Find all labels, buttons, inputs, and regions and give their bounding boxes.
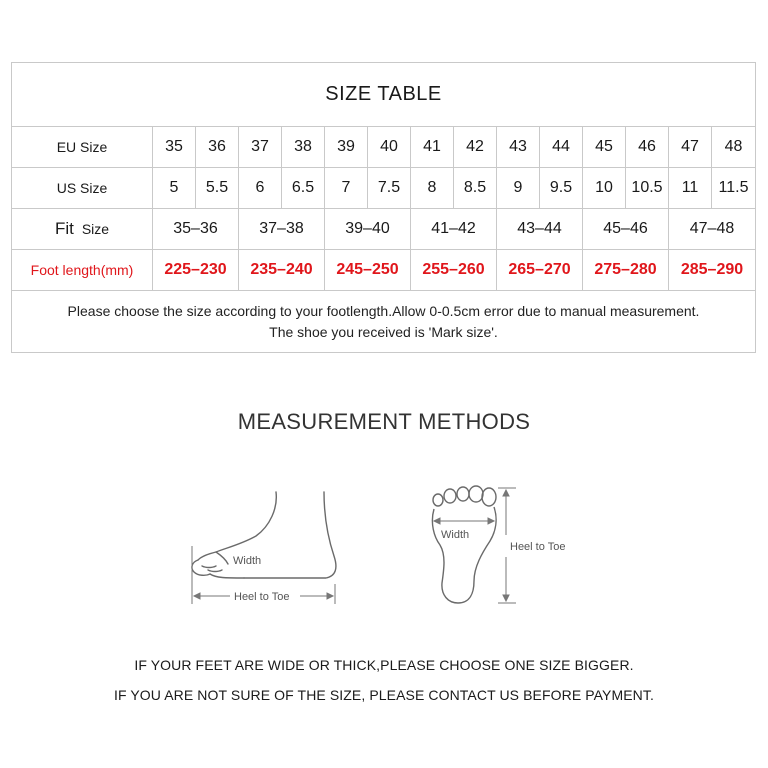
eu-size-label: EU Size <box>12 127 153 168</box>
us-size-cell: 7 <box>325 168 368 209</box>
eu-size-cell: 42 <box>454 127 497 168</box>
fit-size-cell: 35–36 <box>153 209 239 250</box>
foot-length-cell: 235–240 <box>239 250 325 291</box>
side-foot-illustration <box>186 486 342 608</box>
eu-size-cell: 44 <box>540 127 583 168</box>
table-title: SIZE TABLE <box>12 63 755 127</box>
us-size-cell: 10 <box>583 168 626 209</box>
eu-size-cell: 39 <box>325 127 368 168</box>
us-size-cell: 10.5 <box>626 168 669 209</box>
eu-size-cell: 35 <box>153 127 196 168</box>
top-foot-icon <box>426 483 586 609</box>
eu-size-cell: 41 <box>411 127 454 168</box>
us-size-cell: 5 <box>153 168 196 209</box>
foot-length-cell: 255–260 <box>411 250 497 291</box>
side-width-label: Width <box>233 555 262 567</box>
size-note <box>12 291 755 352</box>
us-size-cell: 9.5 <box>540 168 583 209</box>
eu-size-cell: 38 <box>282 127 325 168</box>
us-size-cell: 9 <box>497 168 540 209</box>
fit-size-cell: 39–40 <box>325 209 411 250</box>
top-length-label: Heel to Toe <box>510 541 566 553</box>
foot-length-cell: 245–250 <box>325 250 411 291</box>
us-size-cell: 8 <box>411 168 454 209</box>
us-size-label: US Size <box>12 168 153 209</box>
eu-size-cell: 46 <box>626 127 669 168</box>
foot-length-cell: 285–290 <box>669 250 755 291</box>
size-grid <box>12 127 755 291</box>
measurement-title: MEASUREMENT METHODS <box>237 409 531 434</box>
top-foot-illustration <box>426 483 586 609</box>
foot-length-cell: 225–230 <box>153 250 239 291</box>
size-table <box>11 62 756 353</box>
eu-size-cell: 43 <box>497 127 540 168</box>
top-width-label: Width <box>441 529 470 541</box>
eu-size-cell: 48 <box>712 127 755 168</box>
us-size-cell: 8.5 <box>454 168 497 209</box>
advice-line-1: IF YOUR FEET ARE WIDE OR THICK,PLEASE CHOOSE ONE SIZE BIGGER. <box>134 657 634 673</box>
fit-size-cell: 45–46 <box>583 209 669 250</box>
eu-size-cell: 45 <box>583 127 626 168</box>
us-size-cell: 11 <box>669 168 712 209</box>
fit-label-big: Fit <box>54 219 74 238</box>
eu-size-cell: 40 <box>368 127 411 168</box>
eu-size-cell: 37 <box>239 127 282 168</box>
us-size-cell: 6.5 <box>282 168 325 209</box>
us-size-cell: 7.5 <box>368 168 411 209</box>
foot-length-cell: 265–270 <box>497 250 583 291</box>
us-size-cell: 11.5 <box>712 168 755 209</box>
us-size-cell: 6 <box>239 168 282 209</box>
advice-line-2: IF YOU ARE NOT SURE OF THE SIZE, PLEASE CONTACT US BEFORE PAYMENT. <box>113 687 654 703</box>
size-note-line2: The shoe you received is 'Mark size'. <box>269 323 498 340</box>
foot-length-label: Foot length(mm) <box>12 250 153 291</box>
us-size-cell: 5.5 <box>196 168 239 209</box>
fit-size-cell: 41–42 <box>411 209 497 250</box>
fit-size-cell: 37–38 <box>239 209 325 250</box>
fit-size-cell: 43–44 <box>497 209 583 250</box>
side-foot-icon <box>186 486 342 608</box>
eu-size-cell: 47 <box>669 127 712 168</box>
eu-size-cell: 36 <box>196 127 239 168</box>
size-note-line1: Please choose the size according to your footlength.Allow 0-0.5cm error due to manual measurement. <box>67 302 700 319</box>
fit-size-label <box>12 209 153 250</box>
fit-label-small: Size <box>81 221 110 237</box>
foot-length-cell: 275–280 <box>583 250 669 291</box>
fit-size-cell: 47–48 <box>669 209 755 250</box>
side-length-label: Heel to Toe <box>234 591 290 603</box>
